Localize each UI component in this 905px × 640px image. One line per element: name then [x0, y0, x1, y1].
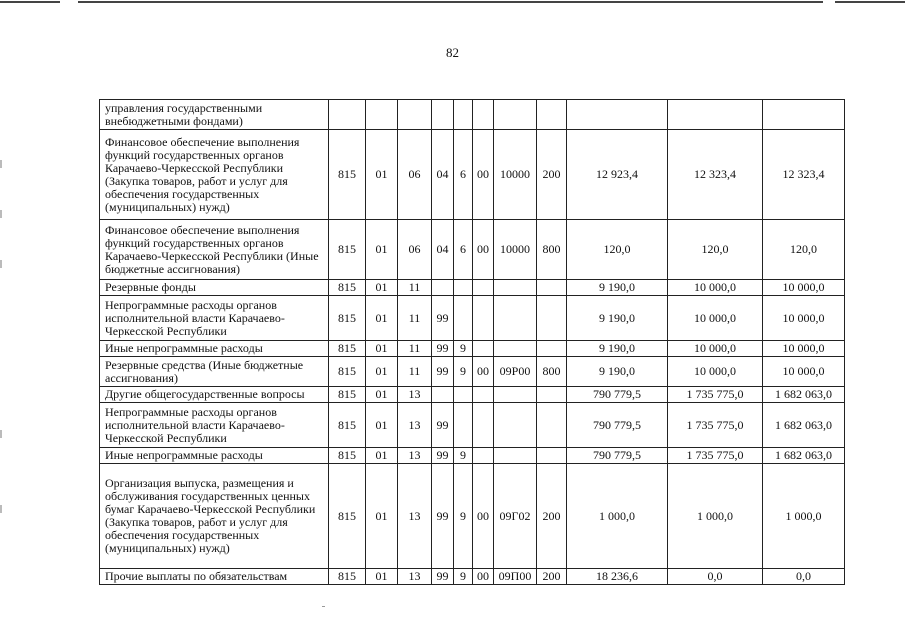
cell-subsection: 06 — [398, 220, 432, 280]
cell-amount-year-2: 1 735 775,0 — [668, 387, 763, 403]
cell-target-code — [494, 403, 537, 448]
cell-expense-type: 800 — [537, 220, 567, 280]
cell-amount-year-3 — [763, 100, 845, 130]
cell-amount-year-1: 9 190,0 — [567, 296, 668, 341]
cell-direction — [473, 341, 494, 357]
cell-ministry-code: 815 — [329, 403, 366, 448]
row-name: Резервные средства (Иные бюджетные ассигнования) — [100, 357, 329, 387]
cell-program: 99 — [432, 403, 454, 448]
cell-amount-year-3: 1 682 063,0 — [763, 448, 845, 464]
cell-section: 01 — [366, 341, 398, 357]
cell-subsection: 11 — [398, 280, 432, 296]
cell-direction — [473, 296, 494, 341]
page-number: 82 — [446, 45, 459, 60]
cell-target-code — [494, 280, 537, 296]
cell-program — [432, 100, 454, 130]
row-name: Непрограммные расходы органов исполнительной власти Карачаево-Черкесской Республики — [100, 403, 329, 448]
cell-subsection: 13 — [398, 387, 432, 403]
row-name: Иные непрограммные расходы — [100, 448, 329, 464]
scan-speck — [322, 606, 325, 607]
cell-subsection: 13 — [398, 464, 432, 569]
cell-amount-year-3: 1 682 063,0 — [763, 403, 845, 448]
cell-target-code: 10000 — [494, 220, 537, 280]
cell-program: 99 — [432, 464, 454, 569]
cell-subsection — [398, 100, 432, 130]
row-name: Другие общегосударственные вопросы — [100, 387, 329, 403]
cell-ministry-code: 815 — [329, 569, 366, 585]
row-name: Прочие выплаты по обязательствам — [100, 569, 329, 585]
cell-subprogram: 9 — [454, 464, 473, 569]
cell-subprogram — [454, 387, 473, 403]
cell-ministry-code: 815 — [329, 130, 366, 220]
table-row — [100, 403, 845, 448]
cell-expense-type — [537, 403, 567, 448]
cell-program: 99 — [432, 296, 454, 341]
cell-section: 01 — [366, 403, 398, 448]
table-row — [100, 130, 845, 220]
row-name: Иные непрограммные расходы — [100, 341, 329, 357]
cell-expense-type — [537, 387, 567, 403]
cell-direction — [473, 387, 494, 403]
cell-direction: 00 — [473, 357, 494, 387]
cell-target-code: 09П00 — [494, 569, 537, 585]
cell-expense-type: 200 — [537, 464, 567, 569]
table-row — [100, 100, 845, 130]
cell-program: 99 — [432, 357, 454, 387]
cell-program — [432, 280, 454, 296]
cell-amount-year-2: 10 000,0 — [668, 280, 763, 296]
cell-expense-type — [537, 448, 567, 464]
cell-target-code: 10000 — [494, 130, 537, 220]
cell-amount-year-1: 9 190,0 — [567, 341, 668, 357]
row-name: Резервные фонды — [100, 280, 329, 296]
row-name: Организация выпуска, размещения и обслуживания государственных ценных бумаг Карачаево-Черкесской Республики (Закупка товаров, работ и услуг для обеспечения государственных (муниципальных) нужд) — [100, 464, 329, 569]
cell-amount-year-1: 18 236,6 — [567, 569, 668, 585]
cell-expense-type: 800 — [537, 357, 567, 387]
table-row — [100, 341, 845, 357]
cell-section: 01 — [366, 280, 398, 296]
cell-ministry-code: 815 — [329, 464, 366, 569]
cell-amount-year-2: 1 735 775,0 — [668, 448, 763, 464]
cell-amount-year-2 — [668, 100, 763, 130]
cell-subsection: 06 — [398, 130, 432, 220]
cell-target-code — [494, 387, 537, 403]
cell-section: 01 — [366, 569, 398, 585]
cell-program: 04 — [432, 220, 454, 280]
cell-direction: 00 — [473, 464, 494, 569]
cell-amount-year-3: 1 682 063,0 — [763, 387, 845, 403]
cell-direction: 00 — [473, 569, 494, 585]
cell-amount-year-3: 10 000,0 — [763, 357, 845, 387]
cell-target-code: 09Р00 — [494, 357, 537, 387]
cell-expense-type — [537, 100, 567, 130]
table-row — [100, 569, 845, 585]
cell-expense-type: 200 — [537, 569, 567, 585]
cell-section: 01 — [366, 464, 398, 569]
cell-amount-year-2: 10 000,0 — [668, 341, 763, 357]
cell-amount-year-2: 10 000,0 — [668, 357, 763, 387]
cell-amount-year-3: 12 323,4 — [763, 130, 845, 220]
cell-subprogram: 9 — [454, 357, 473, 387]
cell-amount-year-2: 0,0 — [668, 569, 763, 585]
cell-subsection: 11 — [398, 341, 432, 357]
cell-amount-year-3: 0,0 — [763, 569, 845, 585]
cell-expense-type — [537, 341, 567, 357]
cell-direction — [473, 403, 494, 448]
cell-direction: 00 — [473, 130, 494, 220]
cell-expense-type: 200 — [537, 130, 567, 220]
cell-target-code — [494, 296, 537, 341]
cell-subsection: 11 — [398, 357, 432, 387]
table-row — [100, 357, 845, 387]
cell-section: 01 — [366, 220, 398, 280]
cell-amount-year-1: 9 190,0 — [567, 357, 668, 387]
cell-ministry-code: 815 — [329, 357, 366, 387]
cell-target-code: 09Г02 — [494, 464, 537, 569]
cell-program: 99 — [432, 569, 454, 585]
cell-target-code — [494, 448, 537, 464]
cell-amount-year-2: 1 735 775,0 — [668, 403, 763, 448]
cell-target-code — [494, 100, 537, 130]
cell-amount-year-2: 1 000,0 — [668, 464, 763, 569]
cell-ministry-code: 815 — [329, 296, 366, 341]
cell-ministry-code: 815 — [329, 387, 366, 403]
cell-subprogram — [454, 403, 473, 448]
budget-table — [99, 99, 845, 585]
cell-program: 04 — [432, 130, 454, 220]
cell-subprogram: 6 — [454, 220, 473, 280]
cell-amount-year-1: 1 000,0 — [567, 464, 668, 569]
cell-ministry-code: 815 — [329, 280, 366, 296]
cell-section: 01 — [366, 130, 398, 220]
cell-subprogram — [454, 296, 473, 341]
cell-ministry-code — [329, 100, 366, 130]
cell-program: 99 — [432, 341, 454, 357]
cell-subsection: 13 — [398, 569, 432, 585]
cell-direction: 00 — [473, 220, 494, 280]
cell-amount-year-3: 1 000,0 — [763, 464, 845, 569]
table-row — [100, 387, 845, 403]
cell-direction — [473, 448, 494, 464]
cell-direction — [473, 280, 494, 296]
cell-subprogram: 9 — [454, 569, 473, 585]
cell-program — [432, 387, 454, 403]
cell-amount-year-3: 10 000,0 — [763, 341, 845, 357]
cell-section — [366, 100, 398, 130]
cell-direction — [473, 100, 494, 130]
table-row — [100, 280, 845, 296]
cell-subprogram — [454, 280, 473, 296]
cell-subprogram — [454, 100, 473, 130]
cell-program: 99 — [432, 448, 454, 464]
cell-expense-type — [537, 280, 567, 296]
table-row — [100, 464, 845, 569]
cell-subsection: 13 — [398, 448, 432, 464]
cell-subprogram: 9 — [454, 448, 473, 464]
cell-ministry-code: 815 — [329, 341, 366, 357]
cell-section: 01 — [366, 387, 398, 403]
cell-amount-year-2: 120,0 — [668, 220, 763, 280]
cell-target-code — [494, 341, 537, 357]
row-name: Финансовое обеспечение выполнения функций государственных органов Карачаево-Черкесской Республики (Иные бюджетные ассигнования) — [100, 220, 329, 280]
cell-amount-year-1: 9 190,0 — [567, 280, 668, 296]
cell-section: 01 — [366, 357, 398, 387]
cell-expense-type — [537, 296, 567, 341]
cell-ministry-code: 815 — [329, 448, 366, 464]
cell-amount-year-2: 12 323,4 — [668, 130, 763, 220]
cell-subsection: 11 — [398, 296, 432, 341]
row-name: Финансовое обеспечение выполнения функций государственных органов Карачаево-Черкесской Республики (Закупка товаров, работ и услуг для обеспечения государственных (муниципальных) нужд) — [100, 130, 329, 220]
cell-subprogram: 6 — [454, 130, 473, 220]
cell-subsection: 13 — [398, 403, 432, 448]
cell-amount-year-1 — [567, 100, 668, 130]
cell-section: 01 — [366, 448, 398, 464]
row-name: Непрограммные расходы органов исполнительной власти Карачаево-Черкесской Республики — [100, 296, 329, 341]
cell-section: 01 — [366, 296, 398, 341]
cell-amount-year-3: 10 000,0 — [763, 280, 845, 296]
cell-amount-year-1: 790 779,5 — [567, 403, 668, 448]
table-row — [100, 220, 845, 280]
cell-amount-year-1: 790 779,5 — [567, 387, 668, 403]
row-name: управления государственными внебюджетными фондами) — [100, 100, 329, 130]
top-border-line — [0, 0, 905, 4]
cell-amount-year-1: 120,0 — [567, 220, 668, 280]
cell-amount-year-2: 10 000,0 — [668, 296, 763, 341]
cell-ministry-code: 815 — [329, 220, 366, 280]
cell-amount-year-1: 12 923,4 — [567, 130, 668, 220]
cell-amount-year-3: 10 000,0 — [763, 296, 845, 341]
cell-amount-year-3: 120,0 — [763, 220, 845, 280]
table-row — [100, 448, 845, 464]
cell-amount-year-1: 790 779,5 — [567, 448, 668, 464]
table-row — [100, 296, 845, 341]
cell-subprogram: 9 — [454, 341, 473, 357]
